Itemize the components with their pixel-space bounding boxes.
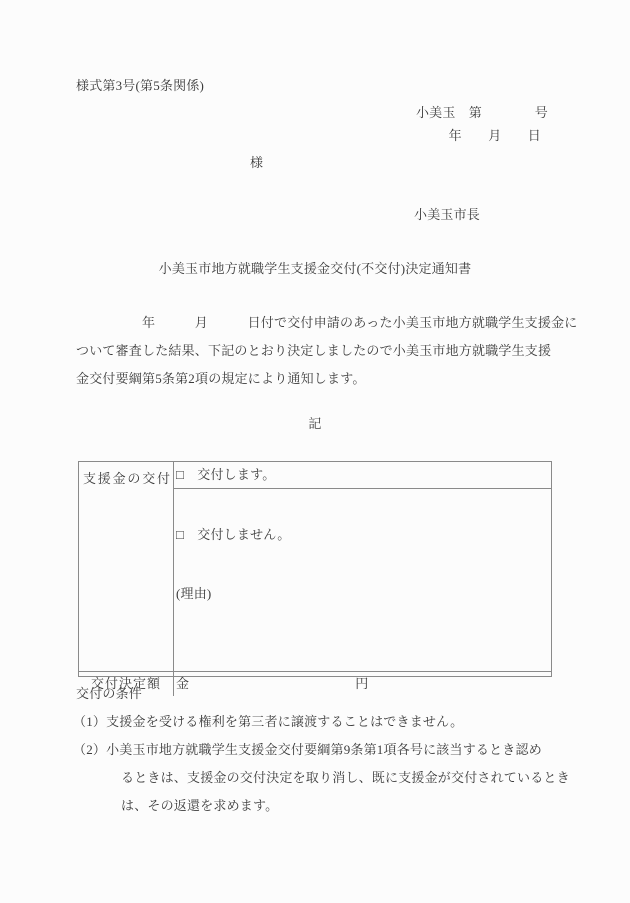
- amount-row-label: 交付決定額: [79, 671, 174, 696]
- body-paragraph-line-3: 金交付要綱第5条第2項の規定により通知します。: [76, 371, 366, 386]
- checkbox-grant-yes-icon[interactable]: □: [176, 467, 185, 482]
- form-number: 様式第3号(第5条関係): [76, 78, 205, 93]
- grant-option-no-spacer: [184, 527, 197, 542]
- amount-value-cell: [174, 671, 551, 696]
- grant-decision-table: [78, 461, 552, 691]
- checkbox-grant-no-icon[interactable]: □: [176, 527, 185, 542]
- condition-item-2-line-3: は、その返還を求めます。: [121, 798, 279, 813]
- body-paragraph-line-1: 年 月 日付で交付申請のあった小美玉市地方就職学生支援金に: [76, 315, 578, 330]
- grant-option-yes-label: [184, 467, 197, 482]
- grant-option-no-cell: [174, 489, 551, 671]
- condition-item-2-line-1: （2）小美玉市地方就職学生支援金交付要綱第9条第1項各号に該当するとき認め: [73, 742, 542, 757]
- document-number-line: 小美玉 第 号: [415, 105, 548, 120]
- grant-option-no-text: 交付しません。: [197, 527, 291, 542]
- addressee-honorific: 様: [250, 155, 264, 170]
- grant-option-yes-text: 交付します。: [197, 467, 276, 482]
- issue-date-line: 年 月 日: [448, 128, 541, 143]
- sender-name: 小美玉市長: [414, 207, 481, 222]
- grant-option-yes-row: [174, 462, 551, 489]
- document-title: 小美玉市地方就職学生支援金交付(不交付)決定通知書: [158, 261, 472, 276]
- grant-row-label: 支援金の交付: [79, 462, 174, 671]
- amount-prefix: 金: [176, 676, 190, 691]
- amount-unit: 円: [355, 676, 369, 691]
- conditions-heading: 交付の条件: [76, 686, 143, 701]
- condition-item-2-line-2: るときは、支援金の交付決定を取り消し、既に支援金が交付されているとき: [121, 770, 570, 785]
- grant-option-no-row: [176, 521, 551, 548]
- record-marker: 記: [308, 416, 322, 431]
- reason-label: (理由): [176, 586, 212, 601]
- body-paragraph-line-2: ついて審査した結果、下記のとおり決定しましたので小美玉市地方就職学生支援: [76, 343, 552, 358]
- condition-item-1: （1）支援金を受ける権利を第三者に譲渡することはできません。: [73, 714, 464, 729]
